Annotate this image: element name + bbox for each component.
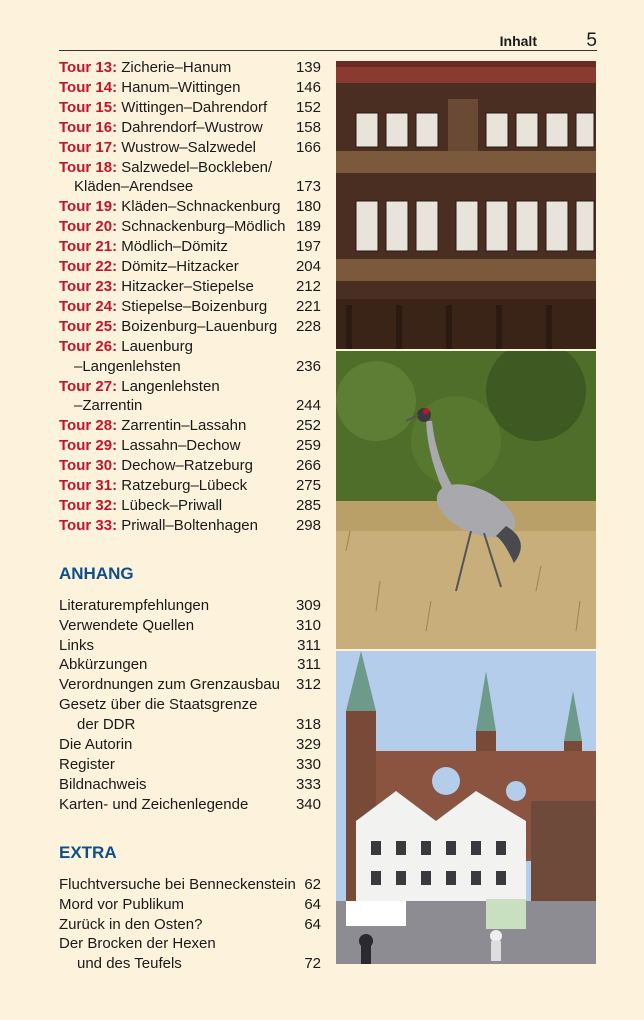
entry-page: 146 xyxy=(295,78,321,96)
toc-entry xyxy=(59,715,321,735)
entry-page: 197 xyxy=(295,238,321,256)
entry-title: Stiepelse–Boizenburg xyxy=(121,297,268,315)
tour-number: Tour 26: xyxy=(59,337,118,355)
toc-entry xyxy=(59,436,321,456)
entry-title: Links xyxy=(59,636,95,654)
entry-title: Mödlich–Dömitz xyxy=(121,238,228,256)
toc-entry xyxy=(59,456,321,476)
entry-title: und des Teufels xyxy=(77,955,182,973)
toc-entry xyxy=(59,755,321,775)
toc-entry xyxy=(59,675,321,695)
tour-number: Tour 20: xyxy=(59,218,118,236)
toc-entry xyxy=(59,954,321,974)
entry-title: Register xyxy=(59,756,115,773)
entry-title: Lübeck–Priwall xyxy=(121,496,223,514)
toc-entry xyxy=(59,158,321,178)
toc-entry xyxy=(59,98,321,118)
entry-page: 285 xyxy=(295,496,321,514)
entry-title: Wustrow–Salzwedel xyxy=(121,138,257,156)
entry-page: 310 xyxy=(295,616,321,634)
toc-entry xyxy=(59,217,321,237)
toc-entry xyxy=(59,934,321,954)
entry-page: 236 xyxy=(295,357,321,375)
tour-list xyxy=(59,58,321,536)
toc-entry xyxy=(59,297,321,317)
toc-entry xyxy=(59,795,321,815)
entry-page: 173 xyxy=(295,178,321,196)
toc-entry xyxy=(59,377,321,397)
toc-entry xyxy=(59,237,321,257)
toc-entry xyxy=(59,396,321,416)
entry-page: 309 xyxy=(295,596,321,614)
entry-title: Zurück in den Osten? xyxy=(59,915,203,933)
entry-page: 166 xyxy=(295,138,321,156)
entry-title: Langenlehsten xyxy=(121,377,220,395)
entry-page: 64 xyxy=(304,915,321,933)
toc-entry xyxy=(59,177,321,197)
entry-title: der DDR xyxy=(77,716,136,734)
entry-title: Literaturempfehlungen xyxy=(59,596,210,614)
toc-entry xyxy=(59,357,321,377)
entry-page: 333 xyxy=(295,775,321,793)
entry-title: Mord vor Publikum xyxy=(59,895,185,913)
entry-title: Gesetz über die Staatsgrenze xyxy=(59,696,258,714)
entry-title: Wittingen–Dahrendorf xyxy=(121,98,268,116)
entry-page: 244 xyxy=(295,397,321,415)
page-header xyxy=(59,28,597,51)
entry-page: 158 xyxy=(295,118,321,136)
toc-entry xyxy=(59,277,321,297)
entry-title: Dechow–Ratzeburg xyxy=(121,457,253,475)
entry-title: Kläden–Arendsee xyxy=(74,178,194,196)
toc-entry xyxy=(59,476,321,496)
toc-entry xyxy=(59,695,321,715)
page-number: 5 xyxy=(586,30,597,51)
toc-entry xyxy=(59,138,321,158)
tour-number: Tour 24: xyxy=(59,297,118,315)
entry-title: Hanum–Wittingen xyxy=(121,78,241,96)
tour-number: Tour 30: xyxy=(59,457,118,475)
tour-number: Tour 22: xyxy=(59,258,118,276)
entry-page: 221 xyxy=(295,297,321,315)
toc-entry xyxy=(59,337,321,357)
entry-page: 311 xyxy=(297,636,321,654)
entry-title: Dahrendorf–Wustrow xyxy=(121,118,263,136)
tour-number: Tour 28: xyxy=(59,417,118,435)
entry-title: Die Autorin xyxy=(59,736,133,754)
toc-entry xyxy=(59,915,321,935)
table-of-contents xyxy=(59,58,321,974)
toc-entry xyxy=(59,78,321,98)
entry-page: 62 xyxy=(304,875,321,893)
toc-entry xyxy=(59,616,321,636)
entry-title: –Zarrentin xyxy=(74,397,143,415)
toc-entry xyxy=(59,416,321,436)
entry-page: 312 xyxy=(295,676,321,694)
toc-entry xyxy=(59,118,321,138)
entry-title: Hitzacker–Stiepelse xyxy=(121,277,254,295)
tour-number: Tour 19: xyxy=(59,198,118,216)
entry-page: 72 xyxy=(304,955,321,973)
entry-page: 180 xyxy=(295,198,321,216)
entry-title: Salzwedel–Bockleben/ xyxy=(121,158,273,176)
entry-title: Der Brocken der Hexen xyxy=(59,935,216,953)
toc-entry xyxy=(59,875,321,895)
tour-number: Tour 21: xyxy=(59,238,118,256)
entry-title: Boizenburg–Lauenburg xyxy=(121,317,278,335)
entry-title: Lassahn–Dechow xyxy=(121,437,241,455)
tour-number: Tour 29: xyxy=(59,437,118,455)
toc-entry xyxy=(59,735,321,755)
entry-page: 318 xyxy=(295,716,321,734)
toc-entry xyxy=(59,496,321,516)
entry-title: Zarrentin–Lassahn xyxy=(121,417,247,435)
tour-number: Tour 17: xyxy=(59,138,118,156)
entry-title: Priwall–Boltenhagen xyxy=(121,516,258,534)
anhang-list xyxy=(59,596,321,815)
toc-entry xyxy=(59,197,321,217)
entry-page: 329 xyxy=(295,736,321,754)
tour-number: Tour 18: xyxy=(59,158,118,176)
tour-number: Tour 27: xyxy=(59,377,118,395)
anhang-heading: ANHANG xyxy=(59,563,134,583)
entry-title: Karten- und Zeichenlegende xyxy=(59,795,249,813)
entry-page: 212 xyxy=(295,277,321,295)
entry-page: 64 xyxy=(304,895,321,913)
entry-page: 266 xyxy=(295,457,321,475)
entry-title: Lauenburg xyxy=(121,337,193,355)
entry-title: Abkürzungen xyxy=(59,656,148,674)
toc-entry xyxy=(59,257,321,277)
extra-list xyxy=(59,875,321,975)
entry-title: –Langenlehsten xyxy=(74,357,181,375)
tour-number: Tour 16: xyxy=(59,118,118,136)
entry-page: 204 xyxy=(295,258,321,276)
tour-number: Tour 14: xyxy=(59,78,118,96)
toc-entry xyxy=(59,895,321,915)
entry-page: 275 xyxy=(295,477,321,495)
entry-title: Ratzeburg–Lübeck xyxy=(121,477,248,495)
entry-page: 259 xyxy=(295,437,321,455)
toc-entry xyxy=(59,636,321,656)
entry-page: 252 xyxy=(295,417,321,435)
entry-page: 330 xyxy=(295,756,321,773)
toc-entry xyxy=(59,596,321,616)
entry-title: Schnackenburg–Mödlich xyxy=(121,218,286,236)
tour-number: Tour 25: xyxy=(59,317,118,335)
entry-title: Kläden–Schnackenburg xyxy=(121,198,281,216)
tour-number: Tour 13: xyxy=(59,59,118,76)
tour-number: Tour 33: xyxy=(59,516,118,534)
entry-title: Verordnungen zum Grenzausbau xyxy=(59,676,280,694)
extra-heading: EXTRA xyxy=(59,842,117,862)
running-head: Inhalt xyxy=(499,33,537,49)
crane-photo xyxy=(336,351,596,649)
toc-entry xyxy=(59,516,321,536)
entry-title: Verwendete Quellen xyxy=(59,616,195,634)
entry-page: 340 xyxy=(295,795,321,813)
entry-page: 228 xyxy=(295,317,321,335)
toc-entry xyxy=(59,655,321,675)
half-timbered-house-photo xyxy=(336,61,596,349)
toc-entry xyxy=(59,775,321,795)
toc-entry xyxy=(59,58,321,78)
tour-number: Tour 31: xyxy=(59,477,118,495)
entry-title: Bildnachweis xyxy=(59,775,147,793)
tour-number: Tour 15: xyxy=(59,98,118,116)
tour-number: Tour 32: xyxy=(59,496,118,514)
entry-title: Dömitz–Hitzacker xyxy=(121,258,239,276)
entry-title: Fluchtversuche bei Benneckenstein xyxy=(59,875,296,893)
toc-entry xyxy=(59,317,321,337)
luebeck-town-hall-photo xyxy=(336,651,596,964)
entry-page: 298 xyxy=(295,516,321,534)
entry-page: 152 xyxy=(295,98,321,116)
entry-page: 139 xyxy=(295,59,321,76)
entry-title: Zicherie–Hanum xyxy=(121,59,232,76)
entry-page: 311 xyxy=(297,656,321,674)
tour-number: Tour 23: xyxy=(59,277,118,295)
entry-page: 189 xyxy=(295,218,321,236)
